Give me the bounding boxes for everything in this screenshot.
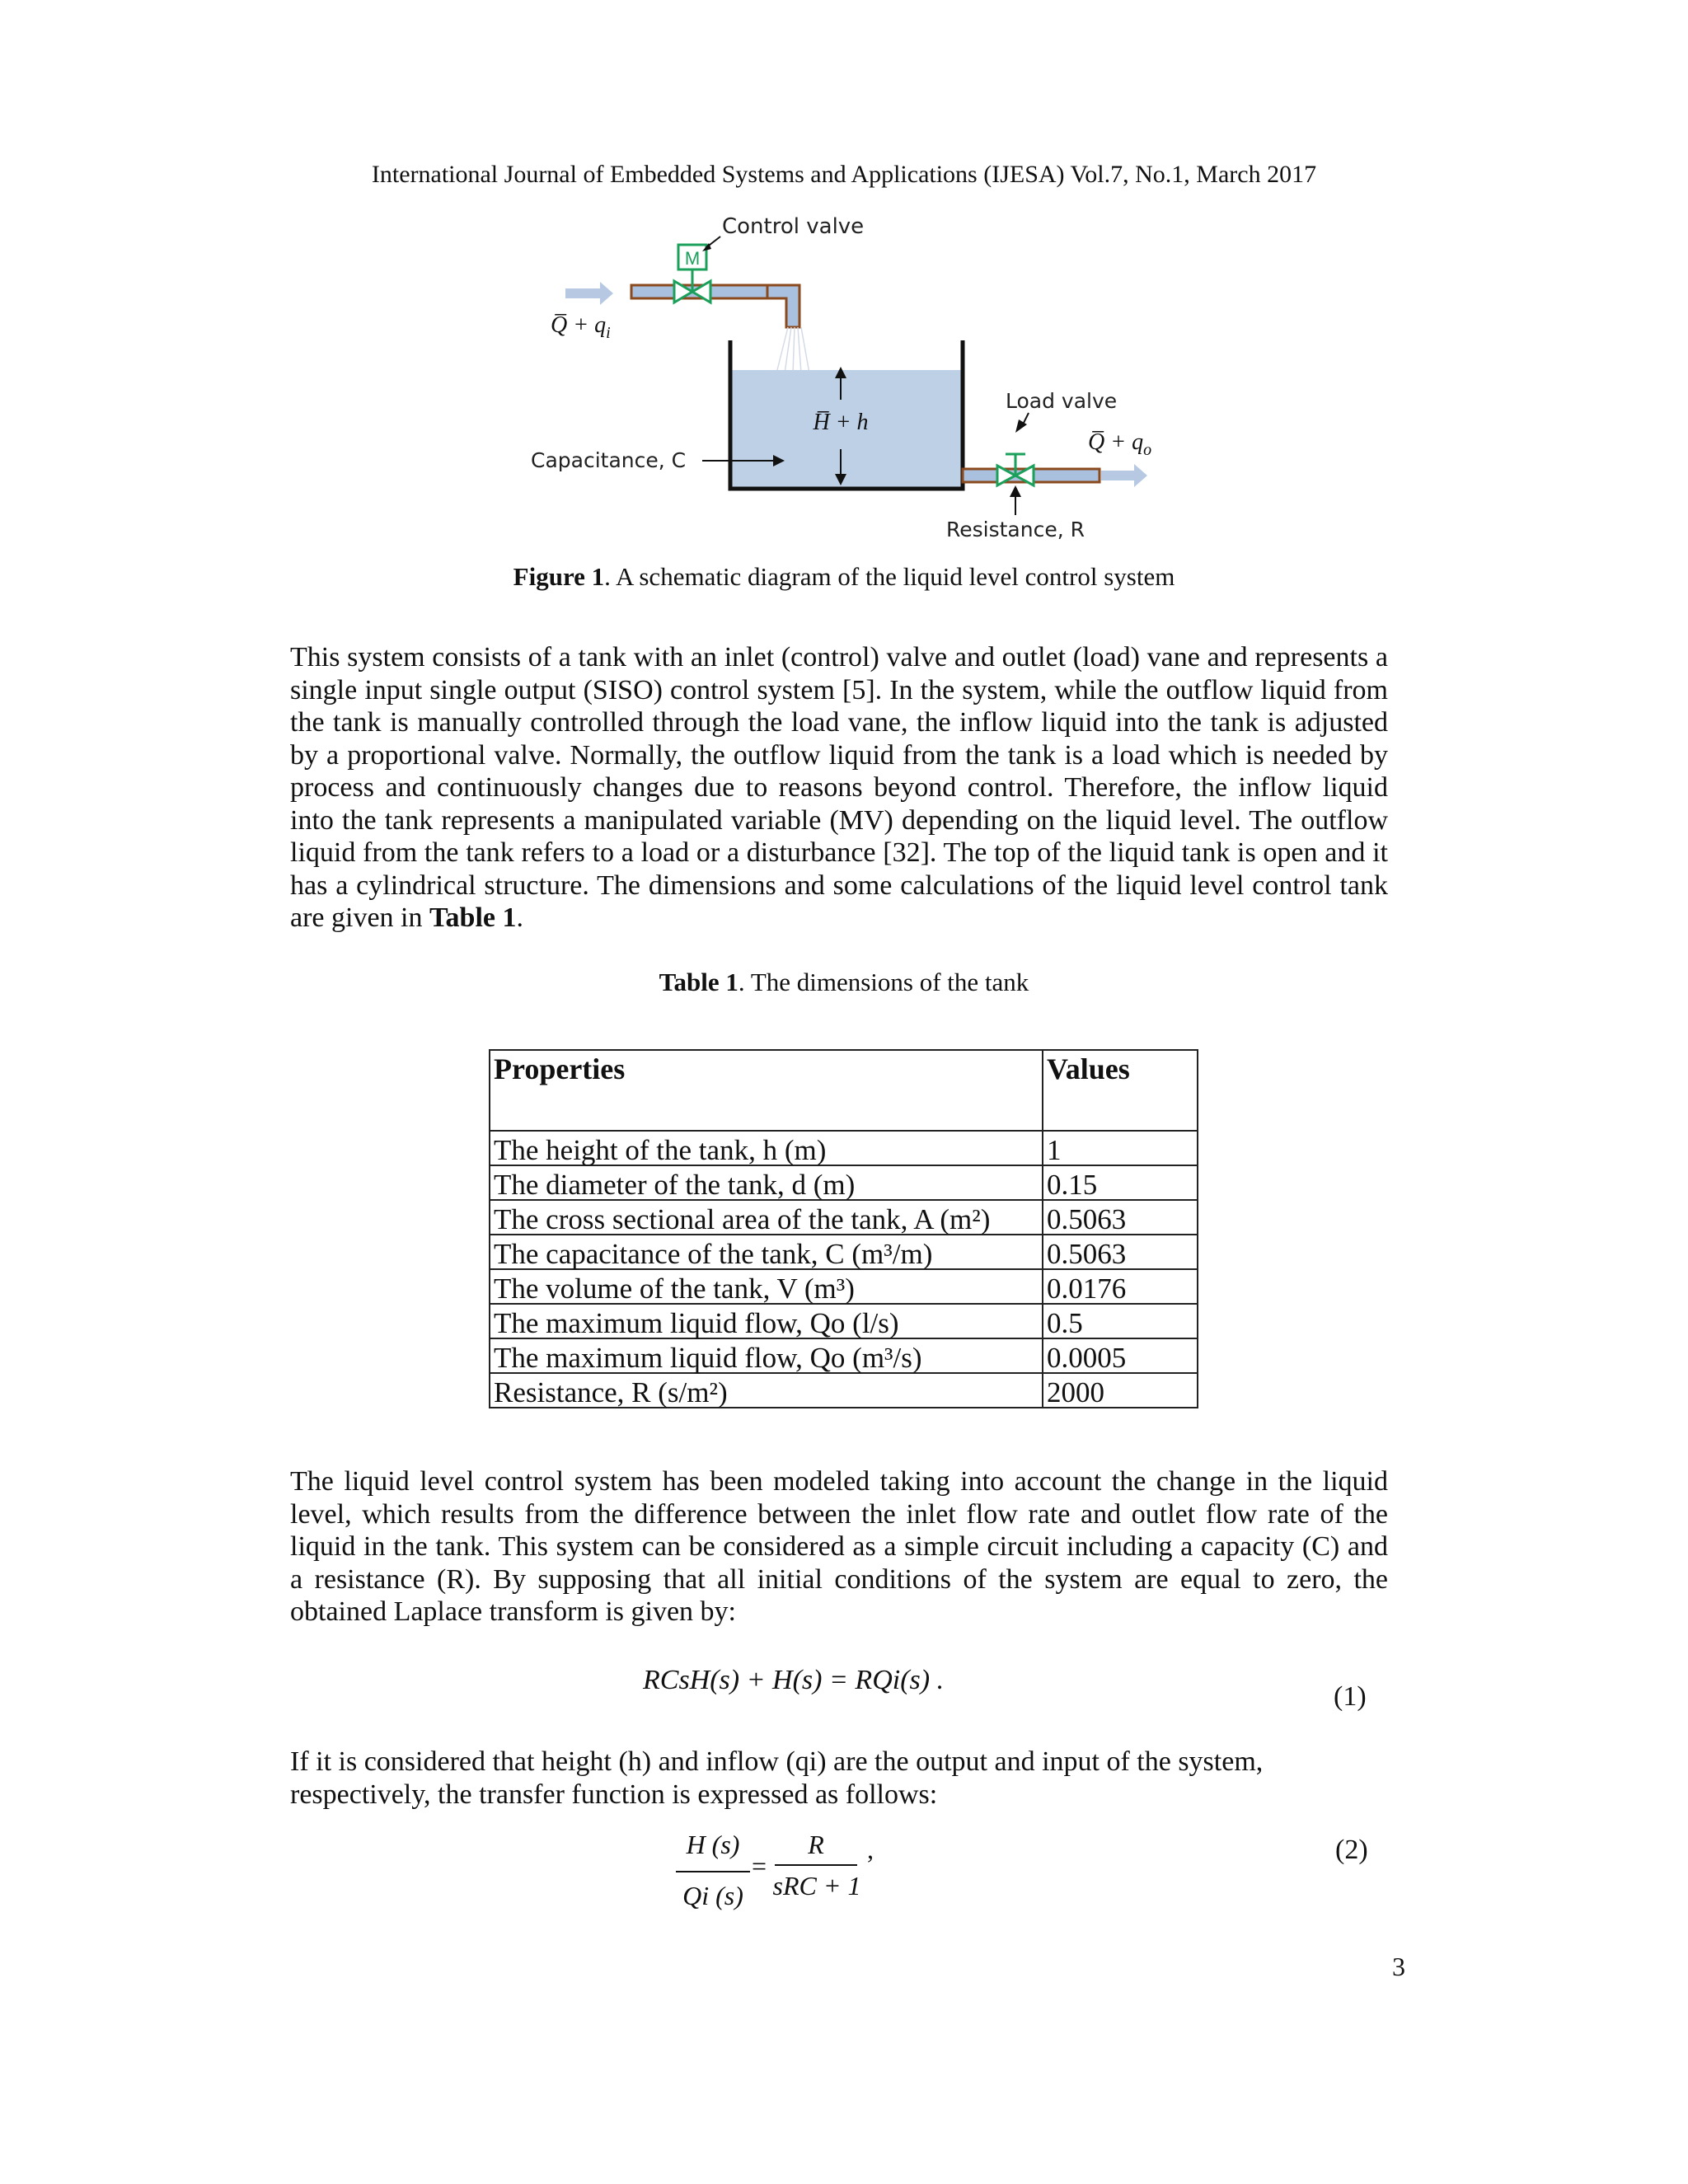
equation-2-number: (2) bbox=[1335, 1835, 1368, 1865]
eq2-lhs-numerator: H (s) bbox=[686, 1830, 740, 1859]
svg-text:Q̅ + qi bbox=[551, 312, 611, 342]
table-row bbox=[490, 1131, 1198, 1165]
resistance-label: Resistance, R bbox=[946, 518, 1085, 541]
page-number: 3 bbox=[1392, 1952, 1405, 1981]
table-cell-property: The maximum liquid flow, Qo (l/s) bbox=[490, 1304, 1043, 1338]
table-cell-value: 2000 bbox=[1043, 1373, 1198, 1408]
table-caption-label: Table 1 bbox=[659, 968, 738, 996]
motor-label: M bbox=[684, 248, 701, 269]
outflow-label: Q̅ + q bbox=[1088, 429, 1144, 455]
figure-caption-label: Figure 1 bbox=[513, 562, 605, 591]
table-cell-value: 0.5063 bbox=[1043, 1200, 1198, 1235]
equation-1: RCsH(s) + H(s) = RQi(s) . bbox=[643, 1665, 945, 1695]
inflow-label-sub: i bbox=[606, 324, 611, 342]
paragraph-model-description: The liquid level control system has been modeled taking into account the change in the liquid level, which results from the difference between the inlet flow rate and outlet flow rate of the liquid in the tank. This system can be considered as a simple circuit including a capacity (C) and a resistance (R). By supposing that all initial conditions of the system are equal to zero, the obtained Laplace transform is given by: bbox=[290, 1466, 1388, 1627]
eq2-trailing-comma: , bbox=[867, 1835, 874, 1864]
control-valve-label: Control valve bbox=[722, 214, 865, 239]
table-cell-value: 0.0176 bbox=[1043, 1269, 1198, 1304]
table-cell-value: 0.5 bbox=[1043, 1304, 1198, 1338]
table-caption bbox=[0, 968, 1688, 997]
table-header-properties: Properties bbox=[490, 1050, 1043, 1131]
running-header: International Journal of Embedded Systems and Applications (IJESA) Vol.7, No.1, March 2017 bbox=[371, 161, 1317, 188]
table-cell-property: The maximum liquid flow, Qo (m³/s) bbox=[490, 1338, 1043, 1373]
liquid-level-schematic bbox=[511, 210, 1170, 556]
table-row bbox=[490, 1269, 1198, 1304]
table-cell-value: 1 bbox=[1043, 1131, 1198, 1165]
svg-text:Q̅ + qo bbox=[1088, 429, 1151, 459]
paragraph-system-description bbox=[290, 641, 1388, 935]
figure-caption bbox=[0, 562, 1688, 592]
table-cell-property: The height of the tank, h (m) bbox=[490, 1131, 1043, 1165]
table-row bbox=[490, 1373, 1198, 1408]
capacitance-label: Capacitance, C bbox=[531, 448, 687, 472]
eq2-lhs-denominator: Qi (s) bbox=[682, 1881, 743, 1910]
table-cell-property: The volume of the tank, V (m³) bbox=[490, 1269, 1043, 1304]
table-cell-property: The capacitance of the tank, C (m³/m) bbox=[490, 1235, 1043, 1269]
paragraph-transfer-function: If it is considered that height (h) and inflow (qi) are the output and input of the system, respectively, the transfer function is expressed as follows: bbox=[290, 1746, 1264, 1810]
table-row bbox=[490, 1165, 1198, 1200]
table-cell-property: The cross sectional area of the tank, A (m²) bbox=[490, 1200, 1043, 1235]
inlet-pipe-elbow bbox=[767, 285, 799, 327]
table-reference: Table 1 bbox=[429, 902, 517, 933]
level-label: H̅ + h bbox=[813, 410, 869, 435]
paragraph1-end: . bbox=[516, 902, 524, 933]
paragraph1-text: This system consists of a tank with an inlet (control) valve and outlet (load) vane and represents a single input single output (SISO) control system [5]. In the system, while the outflow liquid from the tank is manually controlled through the load vane, the inflow liquid into the tank is adjusted by a proportional valve. Normally, the outflow liquid from the tank is a load which is needed by process and continuously changes due to reasons beyond control. Therefore, the inflow liquid into the tank represents a manipulated variable (MV) depending on the liquid level. The outflow liquid from the tank refers to a load or a disturbance [32]. The top of the liquid tank is open and it has a cylindrical structure. The dimensions and some calculations of the liquid level control tank are given in bbox=[290, 642, 1388, 933]
table-row bbox=[490, 1235, 1198, 1269]
table-header-values: Values bbox=[1043, 1050, 1198, 1131]
load-valve-label: Load valve bbox=[1006, 389, 1118, 413]
table-row bbox=[490, 1304, 1198, 1338]
table-cell-value: 0.15 bbox=[1043, 1165, 1198, 1200]
inflow-spray bbox=[776, 327, 809, 373]
equation-1-number: (1) bbox=[1334, 1681, 1367, 1712]
outflow-label-sub: o bbox=[1143, 441, 1152, 459]
figure-caption-text: . A schematic diagram of the liquid level control system bbox=[604, 562, 1175, 591]
tank-dimensions-table bbox=[489, 1049, 1198, 1408]
eq2-equals-sign: = bbox=[752, 1851, 767, 1881]
eq2-rhs-denominator: sRC + 1 bbox=[772, 1871, 861, 1900]
table-cell-value: 0.5063 bbox=[1043, 1235, 1198, 1269]
table-row bbox=[490, 1200, 1198, 1235]
eq2-rhs-fraction-bar bbox=[775, 1864, 857, 1866]
inflow-arrow-icon bbox=[565, 282, 613, 305]
table-cell-property: Resistance, R (s/m²) bbox=[490, 1373, 1043, 1408]
eq2-lhs-fraction-bar bbox=[676, 1871, 750, 1872]
table-cell-property: The diameter of the tank, d (m) bbox=[490, 1165, 1043, 1200]
table-cell-value: 0.0005 bbox=[1043, 1338, 1198, 1373]
table-row bbox=[490, 1338, 1198, 1373]
table-caption-text: . The dimensions of the tank bbox=[738, 968, 1029, 996]
table-header-row bbox=[490, 1050, 1198, 1131]
eq2-rhs-numerator: R bbox=[808, 1830, 824, 1859]
outflow-arrow-icon bbox=[1101, 464, 1147, 487]
inflow-label: Q̅ + q bbox=[551, 312, 607, 338]
